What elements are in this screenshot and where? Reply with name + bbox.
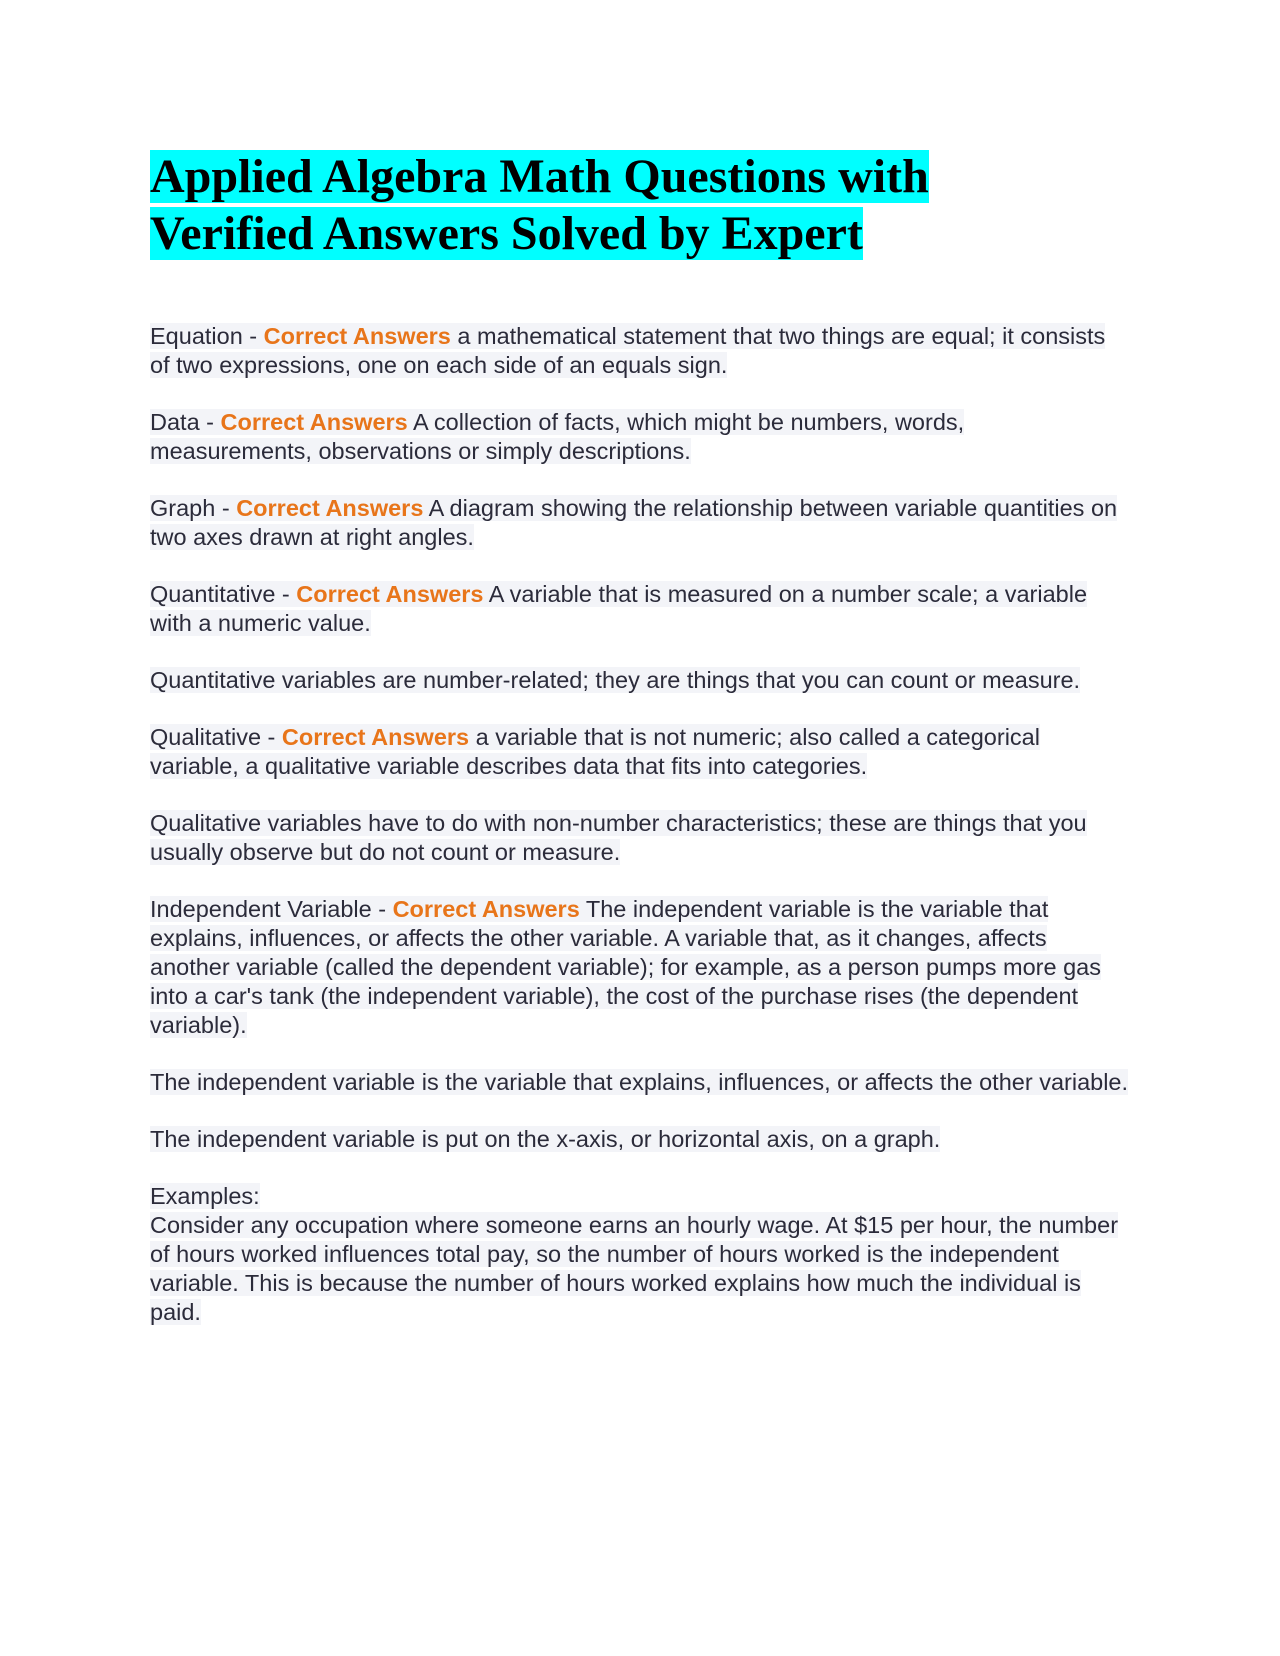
note-independent-1: [150, 1068, 1130, 1097]
note-text: The independent variable is the variable that explains, influences, or affects the other variable.: [150, 1069, 1129, 1095]
entry-definition: The independent variable is the variable that explains, influences, or affects the other variable. A variable that, as it changes, affects another variable (called the dependent variable); for example, as a person pumps more gas into a car's tank (the independent variable), the cost of the purchase rises (the dependent variable).: [150, 896, 1101, 1038]
document-title: [150, 148, 1130, 262]
entry-definition: A diagram showing the relationship between variable quantities on two axes drawn at right angles.: [150, 495, 1118, 550]
entry-independent-variable: [150, 895, 1130, 1040]
entry-term: Equation -: [150, 323, 264, 349]
entry-term: Quantitative -: [150, 581, 297, 607]
note-text: Qualitative variables have to do with non-number characteristics; these are things that you usually observe but do not count or measure.: [150, 810, 1087, 865]
note-text: The independent variable is put on the x-axis, or horizontal axis, on a graph.: [150, 1126, 941, 1152]
correct-answers-label: Correct Answers: [263, 323, 451, 349]
entry-term: Independent Variable -: [150, 896, 393, 922]
correct-answers-label: Correct Answers: [392, 896, 580, 922]
entry-term: Qualitative -: [150, 724, 282, 750]
document-page: [150, 148, 1130, 1355]
note-text: Quantitative variables are number-related; they are things that you can count or measure.: [150, 667, 1081, 693]
note-quantitative: [150, 666, 1130, 695]
entry-definition: a variable that is not numeric; also called a categorical variable, a qualitative variable describes data that fits into categories.: [150, 724, 1040, 779]
correct-answers-label: Correct Answers: [296, 581, 484, 607]
examples-section: [150, 1182, 1130, 1327]
note-independent-2: [150, 1125, 1130, 1154]
title-line-1: Applied Algebra Math Questions with: [150, 150, 929, 203]
entry-data: [150, 408, 1130, 466]
examples-heading: Examples:: [150, 1183, 260, 1209]
correct-answers-label: Correct Answers: [220, 409, 408, 435]
entry-qualitative: [150, 723, 1130, 781]
title-line-2: Verified Answers Solved by Expert: [150, 207, 863, 260]
entry-quantitative: [150, 580, 1130, 638]
entry-term: Graph -: [150, 495, 237, 521]
examples-text: Consider any occupation where someone earns an hourly wage. At $15 per hour, the number of hours worked influences total pay, so the number of hours worked is the independent variable. This is because the number of hours worked explains how much the individual is paid.: [150, 1212, 1119, 1325]
entry-term: Data -: [150, 409, 221, 435]
entry-definition: a mathematical statement that two things are equal; it consists of two expressions, one on each side of an equals sign.: [150, 323, 1106, 378]
entry-definition: A collection of facts, which might be numbers, words, measurements, observations or simply descriptions.: [150, 409, 965, 464]
entry-equation: [150, 322, 1130, 380]
correct-answers-label: Correct Answers: [236, 495, 424, 521]
note-qualitative: [150, 809, 1130, 867]
entry-definition: A variable that is measured on a number scale; a variable with a numeric value.: [150, 581, 1088, 636]
entry-graph: [150, 494, 1130, 552]
correct-answers-label: Correct Answers: [281, 724, 470, 750]
